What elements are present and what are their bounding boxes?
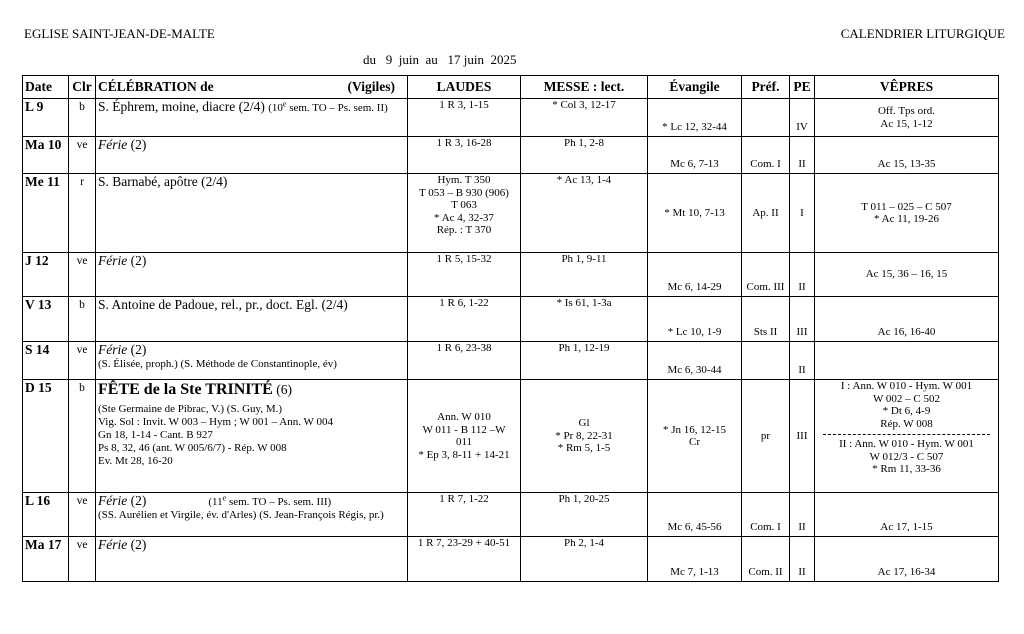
celebration-title [98,537,405,553]
week-info [268,99,388,114]
col-header-date: Date [23,76,69,99]
laudes-cell [408,380,521,493]
col-header-evangile: Évangile [648,76,742,99]
celebration-rank: (2) [127,137,147,152]
preface-cell: Sts II [742,297,790,342]
vepres-line: Off. Tps ord. [877,105,936,117]
vepres-cell [815,380,999,493]
liturgical-color-cell: ve [69,537,96,582]
liturgical-color-cell: ve [69,253,96,297]
celebration-cell [96,537,408,582]
date-cell: J 12 [23,253,69,297]
celebration-title [98,493,405,509]
laudes-line: 1 R 5, 15-32 [436,253,492,265]
vepres-line: * Ac 11, 19-26 [874,213,939,225]
preface-cell: pr [742,380,790,493]
date-cell: L 9 [23,99,69,137]
laudes-cell [408,342,521,380]
week-info-a: (11 [208,496,223,508]
vepres-line: Ac 17, 1-15 [880,520,933,533]
date-cell: V 13 [23,297,69,342]
evangile-cell [648,253,742,297]
laudes-cell [408,253,521,297]
celebration-title [98,297,405,313]
vepres-cell [815,253,999,297]
vepres-cell [815,99,999,137]
gospel-reading: * Lc 10, 1-9 [667,325,722,338]
week-info-a: (10 [268,102,283,114]
vepres-line: Ac 15, 13-35 [877,157,936,170]
saint-name: S. Barnabé, apôtre (2/4) [98,174,228,189]
eucharistic-prayer-cell: I [790,174,815,253]
celebration-cell [96,493,408,537]
commemoration-line: (SS. Aurélien et Virgile, év. d'Arles) (S. Jean-François Régis, pr.) [98,509,384,521]
messe-cell [521,137,648,174]
messe-reading: Gl [578,417,590,430]
vepres-line: Ac 15, 1-12 [880,117,933,130]
laudes-line: * Ep 3, 8-11 + 14-21 [418,448,510,461]
vepres-line: Ac 15, 36 – 16, 15 [865,268,948,281]
laudes-line: W 011 - B 112 –W [422,423,506,436]
liturgical-color-cell: ve [69,493,96,537]
laudes-line: 1 R 6, 23-38 [436,342,492,354]
celebration-title [98,253,405,269]
feast-title [98,380,405,400]
liturgical-color-cell: r [69,174,96,253]
gospel-reading: * Jn 16, 12-15 [663,423,726,436]
credo-mark: Cr [689,436,700,448]
second-vespers-line: W 012/3 - C 507 [869,450,944,463]
celebration-cell [96,174,408,253]
messe-reading: Ph 1, 12-19 [558,342,610,354]
vepres-line: Ac 17, 16-34 [877,565,936,578]
ferie-label: Férie [98,253,128,268]
col-header-vepres: VÊPRES [815,76,999,99]
gospel-reading: Mc 6, 30-44 [667,363,722,376]
church-name: EGLISE SAINT-JEAN-DE-MALTE [24,26,215,41]
messe-reading: * Col 3, 12-17 [552,99,616,111]
messe-cell [521,380,648,493]
table-row [23,380,999,493]
laudes-cell [408,137,521,174]
gospel-reading: Mc 6, 14-29 [667,280,722,293]
vepres-cell [815,537,999,582]
celebration-rank: (2) [127,342,147,357]
feast-detail-line: Ev. Mt 28, 16-20 [98,455,173,467]
celebration-title [98,99,405,115]
celebration-title [98,342,405,358]
date-range: du 9 juin au 17 juin 2025 [363,52,517,67]
date-cell: L 16 [23,493,69,537]
celebration-cell [96,137,408,174]
celebration-cell [96,99,408,137]
week-info-b: sem. TO – Ps. sem. II) [286,102,388,114]
eucharistic-prayer-cell: IV [790,99,815,137]
eucharistic-prayer-cell: II [790,137,815,174]
eucharistic-prayer-cell: II [790,342,815,380]
celebration-title [98,137,405,153]
liturgical-color-cell: ve [69,342,96,380]
messe-cell [521,537,648,582]
messe-reading: * Is 61, 1-3a [556,297,612,309]
celebration-rank: (2) [127,493,147,508]
evangile-cell [648,342,742,380]
table-row [23,537,999,582]
evangile-cell [648,99,742,137]
vepres-cell [815,297,999,342]
liturgical-color-cell: ve [69,137,96,174]
laudes-cell [408,537,521,582]
table-row [23,253,999,297]
preface-cell: Com. I [742,137,790,174]
date-cell: Ma 17 [23,537,69,582]
vepres-line: Rép. W 008 [880,417,933,430]
eucharistic-prayer-cell: II [790,493,815,537]
messe-cell [521,297,648,342]
gospel-reading: * Mt 10, 7-13 [664,206,725,219]
saint-name: S. Antoine de Padoue, rel., pr., doct. Egl. (2/4) [98,297,348,312]
date-cell: D 15 [23,380,69,493]
table-row [23,137,999,174]
evangile-cell [648,174,742,253]
col-header-clr: Clr [69,76,96,99]
liturgical-color-cell: b [69,380,96,493]
table-row [23,493,999,537]
document-title: CALENDRIER LITURGIQUE [840,26,1005,41]
celebration-cell [96,253,408,297]
vepres-cell [815,137,999,174]
laudes-cell [408,174,521,253]
vepres-line: I : Ann. W 010 - Hym. W 001 [840,380,973,392]
preface-cell: Com. I [742,493,790,537]
laudes-cell [408,99,521,137]
laudes-line: T 063 [451,199,477,211]
feast-detail-line: Gn 18, 1-14 - Cant. B 927 [98,429,213,441]
vigiles-label: (Vigiles) [347,78,395,94]
preface-cell: Com. III [742,253,790,297]
saint-name: S. Éphrem, moine, diacre (2/4) [98,99,265,114]
laudes-line: 1 R 3, 16-28 [436,137,492,149]
vepres-cell [815,342,999,380]
gospel-reading: Mc 7, 1-13 [670,565,719,578]
eucharistic-prayer-cell: III [790,297,815,342]
laudes-line: T 053 – B 930 (906) [419,186,509,199]
date-cell: S 14 [23,342,69,380]
messe-reading: Ph 2, 1-4 [563,537,605,549]
week-info [208,493,332,508]
eucharistic-prayer-cell: III [790,380,815,493]
eucharistic-prayer-cell: II [790,537,815,582]
table-row [23,174,999,253]
messe-cell [521,253,648,297]
table-body [23,99,999,582]
messe-cell [521,342,648,380]
laudes-line: 1 R 6, 1-22 [439,297,489,309]
gospel-reading: * Lc 12, 32-44 [662,120,727,133]
laudes-line: 1 R 3, 1-15 [439,99,489,111]
laudes-line: 1 R 7, 23-29 + 40-51 [417,537,511,549]
celebration-cell [96,297,408,342]
messe-reading: * Pr 8, 22-31 [555,429,613,442]
week-info-sup: e [222,493,227,503]
messe-cell [521,493,648,537]
ferie-label: Férie [98,493,128,508]
second-vespers-line: II : Ann. W 010 - Hym. W 001 [839,438,974,450]
laudes-line: * Ac 4, 32-37 [434,211,494,224]
vepres-line: W 002 – C 502 [872,392,941,405]
messe-cell [521,99,648,137]
evangile-cell [648,137,742,174]
feast-details [98,403,405,468]
laudes-cell [408,493,521,537]
table-header-row [23,76,999,99]
col-header-messe: MESSE : lect. [521,76,648,99]
celebration-cell [96,380,408,493]
feast-name: FÊTE de la Ste TRINITÉ [98,381,273,398]
ferie-label: Férie [98,537,128,552]
col-header-celebration [96,76,408,99]
celebration-cell [96,342,408,380]
preface-cell: Com. II [742,537,790,582]
liturgical-color-cell: b [69,297,96,342]
second-vespers-line: * Rm 11, 33-36 [872,463,941,475]
evangile-cell [648,297,742,342]
table-row [23,99,999,137]
laudes-line: 1 R 7, 1-22 [439,493,489,505]
preface-cell [742,342,790,380]
date-cell: Ma 10 [23,137,69,174]
messe-cell [521,174,648,253]
laudes-line: Hym. T 350 [437,174,491,186]
celebration-rank: (2) [127,537,147,552]
gospel-reading: Mc 6, 45-56 [667,520,722,533]
laudes-line: Ann. W 010 [437,411,491,423]
gospel-reading: Mc 6, 7-13 [670,157,719,170]
eucharistic-prayer-cell: II [790,253,815,297]
vespers-divider [823,434,990,435]
evangile-cell [648,493,742,537]
messe-reading: Ph 1, 20-25 [558,493,610,505]
celebration-rank: (2) [127,253,147,268]
feast-rank: (6) [272,382,292,397]
laudes-cell [408,297,521,342]
vepres-line: * Dt 6, 4-9 [882,405,931,417]
laudes-line: Rép. : T 370 [436,224,492,236]
liturgical-calendar-table [22,75,999,582]
evangile-cell [648,537,742,582]
evangile-cell [648,380,742,493]
feast-detail-line: Vig. Sol : Invit. W 003 – Hym ; W 001 – Ann. W 004 [98,416,333,428]
ferie-label: Férie [98,137,128,152]
vepres-cell [815,493,999,537]
feast-detail-line: Ps 8, 32, 46 (ant. W 005/6/7) - Rép. W 008 [98,442,287,454]
table-row [23,342,999,380]
commemoration-line: (S. Élisée, proph.) (S. Méthode de Constantinople, év) [98,358,337,370]
date-cell: Me 11 [23,174,69,253]
week-info-sup: e [282,99,287,109]
messe-reading: Ph 1, 9-11 [561,253,607,265]
col-header-pref: Préf. [742,76,790,99]
col-header-laudes: LAUDES [408,76,521,99]
vepres-line: Ac 16, 16-40 [877,325,936,338]
laudes-line: 011 [455,436,473,448]
preface-cell [742,99,790,137]
messe-reading: Ph 1, 2-8 [563,137,605,149]
preface-cell: Ap. II [742,174,790,253]
col-header-pe: PE [790,76,815,99]
liturgical-color-cell: b [69,99,96,137]
messe-reading: * Ac 13, 1-4 [556,174,612,186]
vepres-cell [815,174,999,253]
messe-reading: * Rm 5, 1-5 [557,442,611,455]
vepres-line: T 011 – 025 – C 507 [861,200,952,213]
celebration-title [98,174,405,190]
ferie-label: Férie [98,342,128,357]
table-row [23,297,999,342]
week-info-b: sem. TO – Ps. sem. III) [226,496,332,508]
celebration-label: CÉLÉBRATION de [98,78,214,94]
feast-detail-line: (Ste Germaine de Pibrac, V.) (S. Guy, M.) [98,403,283,415]
